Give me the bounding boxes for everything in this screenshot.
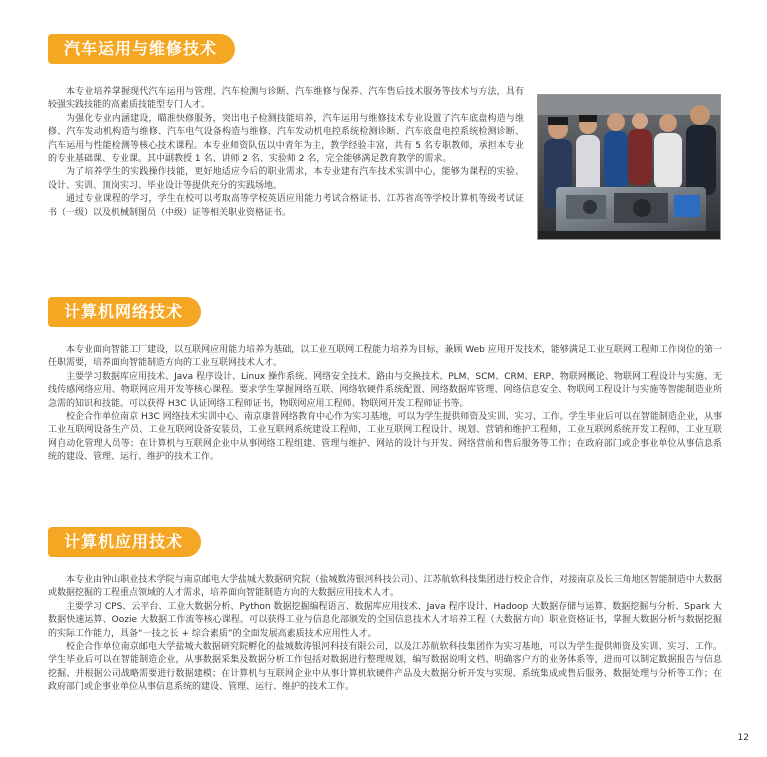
paragraph: 为强化专业内涵建设，瞄准快修服务，突出电子检测技能培养，汽车运用与维修技术专业设置了汽车底盘构造与维修、汽车发动机构造与维修、汽车电气设备构造与维修、汽车发动机电控系统检测诊断、汽车底盘电控系统检测诊断、汽车运用与性能检测等核心技术课程。本专业师资队伍以中青年为主，教学经验丰富，共有 5 名专职教师，承担本专业的专业基础课、专业课。其中副教授 1 名、讲师 2 名、实验师 2 名，完全能够满足教育教学的需求。 [48,113,524,165]
paragraph: 校企合作单位南京邮电大学盐城大数据研究院孵化的盐城数涛银河科技有限公司，以及江苏航软科技集团作为实习基地，可以为学生提供师资及实训、实习、工作。学生毕业后可以在智能制造企业，从事数据采集及数据分析工作包括对数据进行整理规划，编写数据说明文档、明确客户方的业务体系等，进而可以制定数据报告与信息挖掘、并根据公司战略需要进行数据建模；在计算机与互联网企业中从事计算机软硬件产品及大数据分析开发与实现、系统集成或售后服务、数据处理与分析等工作；在政府部门或企事业单位从事信息系统的建设、管理、运行、维护的技术工作。 [48,642,722,693]
section-body-network [48,344,722,465]
photo-illustration [538,95,720,239]
paragraph: 本专业由钟山职业技术学院与南京邮电大学盐城大数据研究院（盐城数涛银河科技公司）、江苏航软科技集团进行校企合作，对接南京及长三角地区智能制造中大数据或数据挖掘的工程重点领域的人才需求，培养面向智能制造方向的大数据应用技术人才。 [48,575,722,599]
section-title-network: 计算机网络技术 [48,297,201,327]
section-body-computer-app [48,574,722,695]
page-number: 12 [737,733,749,743]
paragraph: 主要学习数据库应用技术、Java 程序设计、Linux 操作系统、网络安全技术、路由与交换技术、PLM、SCM、CRM、ERP、物联网概论、物联网工程设计与实施、无线传感网络应用、物联网应用开发等核心课程。要求学生掌握网络互联、网络软硬件系统配置、网络数据库管理、网络信息安全、物联网工程设计与实施等智能制造业所急需的知识和技能。可以获得 H3C 认证网络工程师证书，物联网应用工程师、物联网开发工程师证书等。 [48,371,722,409]
paragraph: 主要学习 CPS、云平台、工业大数据分析、Python 数据挖掘编程语言、数据库应用技术、Java 程序设计、Hadoop 大数据存储与运算、数据挖掘与分析、Spark 大数据快速运算、Oozie 大数据工作流等核心课程。可以获得工业与信息化部颁发的全国信息技术人才培养工程（大数据方向）职业资格证书，掌握大数据分析与数据挖掘的实际工作能力，具备“一技之长 + 综合素质”的全面发展高素质技术应用性人才。 [48,601,722,639]
engine-stand [538,187,720,239]
paragraph: 本专业培养掌握现代汽车运用与管理、汽车检测与诊断、汽车维修与保养、汽车售后技术服务等技术与方法，具有较强实践技能的高素质技能型专门人才。 [48,87,524,111]
paragraph: 校企合作单位南京 H3C 网络技术实训中心、南京康普网络教育中心作为实习基地，可以为学生提供师资及实训、实习、工作。学生毕业后可以在智能制造企业，从事工业互联网设备生产员、工业互联网设备安装员，工业互联网系统建设工程师，工业互联网工程设计、规划、营销和维护工程师，工业互联网系统开发工程师，工业互联网自动化管理人员等；在计算机与互联网企业中从事网络工程组建、管理与维护、网站的设计与开发、网络营前和售后服务等工作；在政府部门或企事业单位从事信息系统的建设、管理、运行、维护的技术工作。 [48,412,722,463]
section-title-auto: 汽车运用与维修技术 [48,34,235,64]
paragraph: 本专业面向智能工厂建设，以互联网应用能力培养为基础，以工业互联网工程能力培养为目标，兼顾 Web 应用开发技术，能够满足工业互联网工程师工作岗位的第一任职需要，培养面向智能制造方向的工业互联网技术人才。 [48,345,722,369]
section-title-computer-app: 计算机应用技术 [48,527,201,557]
auto-workshop-photo [537,94,721,240]
paragraph: 为了培养学生的实践操作技能，更好地适应今后的职业需求，本专业建有汽车技术实训中心，能够为课程的实验、设计、实训、顶岗实习、毕业设计等提供充分的实践场地。 [48,167,524,191]
paragraph: 通过专业课程的学习，学生在校可以考取高等学校英语应用能力考试合格证书、江苏省高等学校计算机等级考试证书（一级）以及机械制图员（中级）证等相关职业资格证书。 [48,194,524,218]
section-body-auto [48,86,524,220]
